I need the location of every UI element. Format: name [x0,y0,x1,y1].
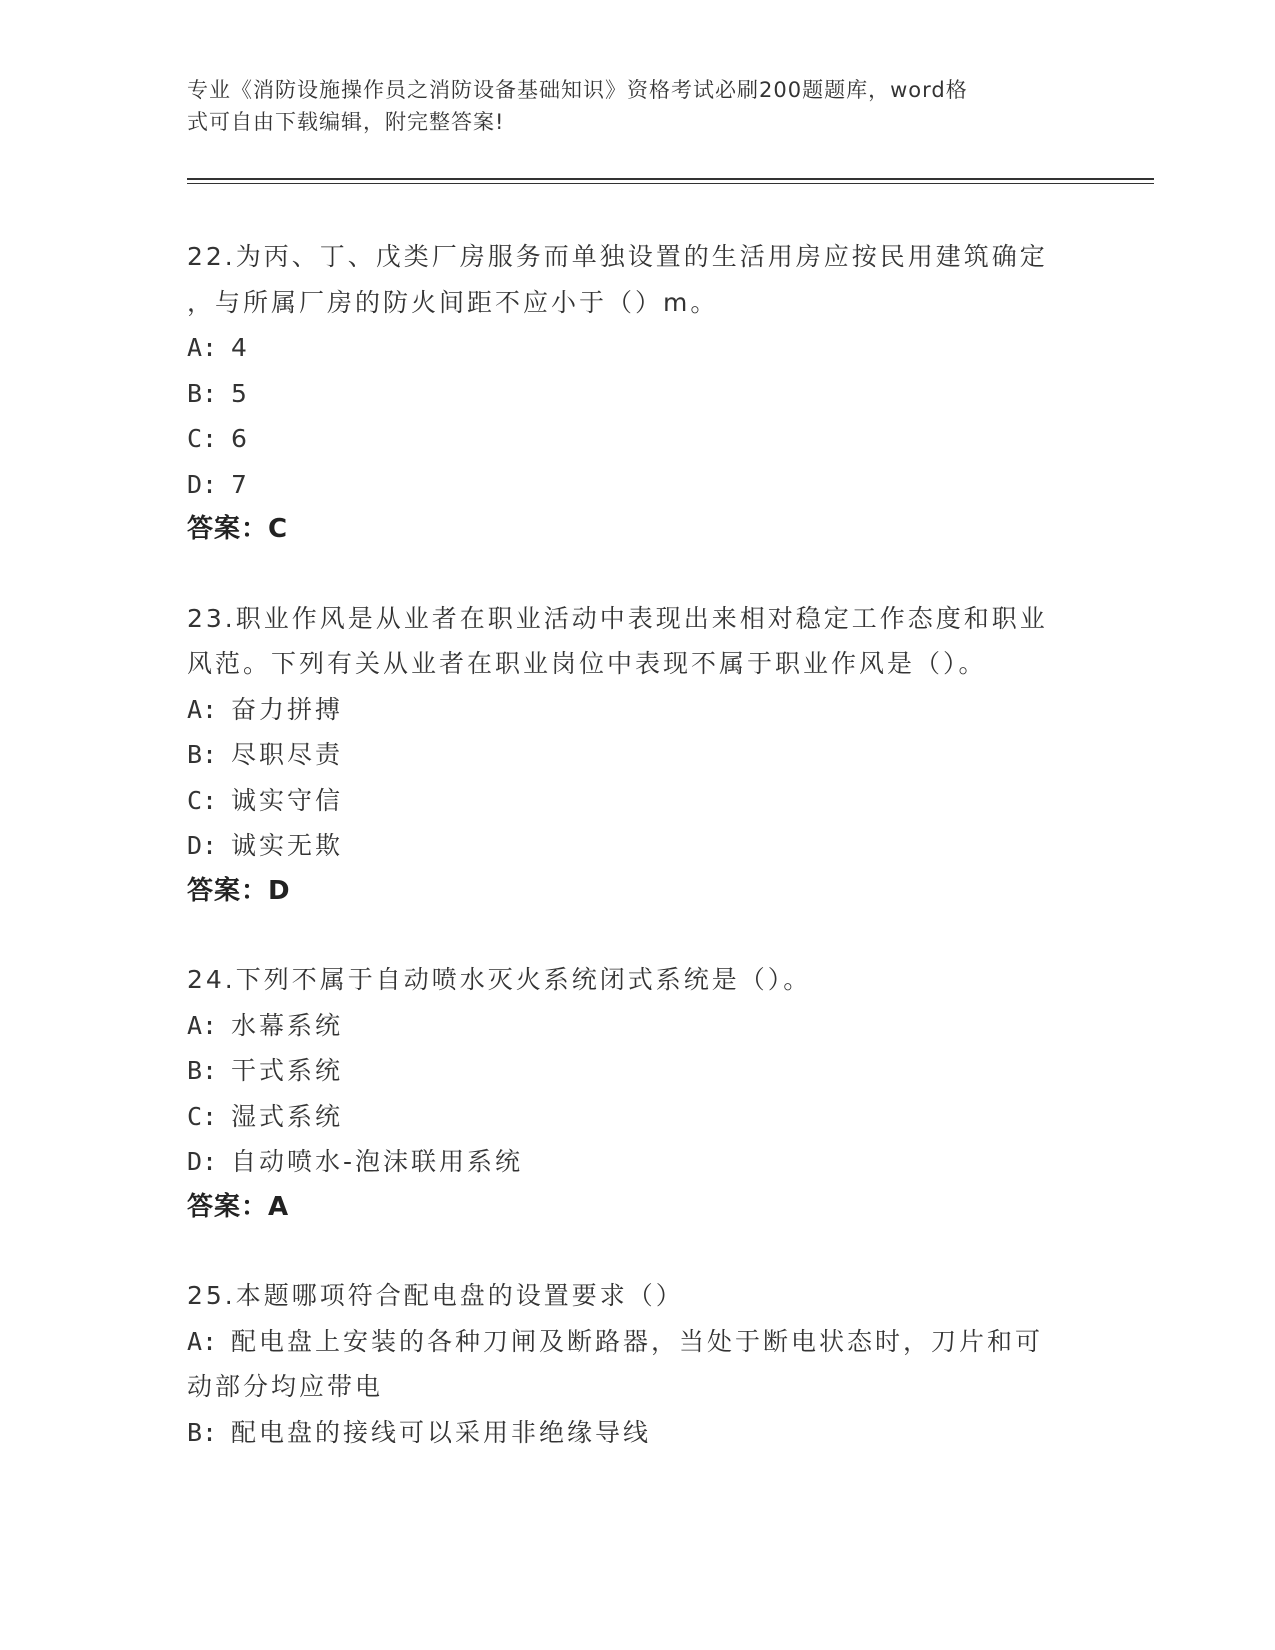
option-d [187,1139,1087,1185]
option-text: 诚实无欺 [231,831,344,860]
option-letter: D: [187,831,218,860]
option-text: 配电盘的接线可以采用非绝缘导线 [231,1417,652,1447]
option-letter: C: [187,424,218,453]
option-text: 4 [231,333,250,362]
option-text: 配电盘上安装的各种刀闸及断路器，当处于断电状态时，刀片和可 [231,1326,1044,1356]
option-text: 尽职尽责 [231,740,344,769]
option-letter: D: [187,469,218,499]
option-c [187,1094,1087,1140]
option-text: 6 [231,424,250,453]
option-b [187,1048,1087,1094]
option-letter: A: [187,694,218,724]
option-a [187,687,1087,733]
option-letter: B: [187,1417,218,1447]
option-text: 干式系统 [231,1056,344,1085]
option-b [187,732,1087,778]
question-stem: 25.本题哪项符合配电盘的设置要求（） [187,1281,684,1310]
question-24 [187,957,1087,1230]
header-line-2: 式可自由下载编辑，附完整答案! [187,110,505,134]
option-text: 自动喷水-泡沫联用系统 [231,1147,524,1176]
option-text: 奋力拼搏 [231,694,344,724]
option-text: 5 [231,378,250,408]
option-a-continued: 动部分均应带电 [187,1372,384,1401]
option-letter: B: [187,378,218,408]
option-letter: B: [187,740,218,769]
option-letter: C: [187,785,218,815]
question-23 [187,596,1087,915]
answer-line: 答案：C [187,514,289,544]
option-c [187,778,1087,824]
option-text: 水幕系统 [231,1010,344,1040]
answer-line: 答案：A [187,1191,290,1222]
option-letter: B: [187,1056,218,1085]
question-stem-continued: ，与所属厂房的防火间距不应小于（）m。 [187,287,719,317]
option-d [187,462,1087,508]
document-header [187,74,1067,138]
header-divider-thick [187,178,1154,180]
question-stem: 23.职业作风是从业者在职业活动中表现出来相对稳定工作态度和职业 [187,603,1048,633]
question-25 [187,1273,1087,1455]
option-text: 7 [231,469,250,499]
option-letter: C: [187,1101,218,1131]
option-c [187,416,1087,462]
option-d [187,823,1087,869]
option-letter: A: [187,1010,218,1040]
option-a [187,1003,1087,1049]
header-line-1: 专业《消防设施操作员之消防设备基础知识》资格考试必刷200题题库，word格 [187,78,968,102]
option-text: 湿式系统 [231,1101,344,1131]
question-stem: 22.为丙、丁、戊类厂房服务而单独设置的生活用房应按民用建筑确定 [187,242,1048,271]
question-stem-continued: 风范。下列有关从业者在职业岗位中表现不属于职业作风是（）。 [187,649,987,678]
option-b [187,371,1087,417]
question-stem: 24.下列不属于自动喷水灭火系统闭式系统是（）。 [187,965,812,994]
option-letter: A: [187,1326,218,1356]
option-a [187,325,1087,371]
option-b [187,1410,1087,1456]
header-divider-thin [187,183,1154,184]
option-text: 诚实守信 [231,785,344,815]
question-list [187,234,1087,1498]
answer-line: 答案：D [187,875,291,906]
question-22 [187,234,1087,553]
option-letter: D: [187,1147,218,1176]
option-a [187,1319,1087,1365]
option-letter: A: [187,333,218,362]
